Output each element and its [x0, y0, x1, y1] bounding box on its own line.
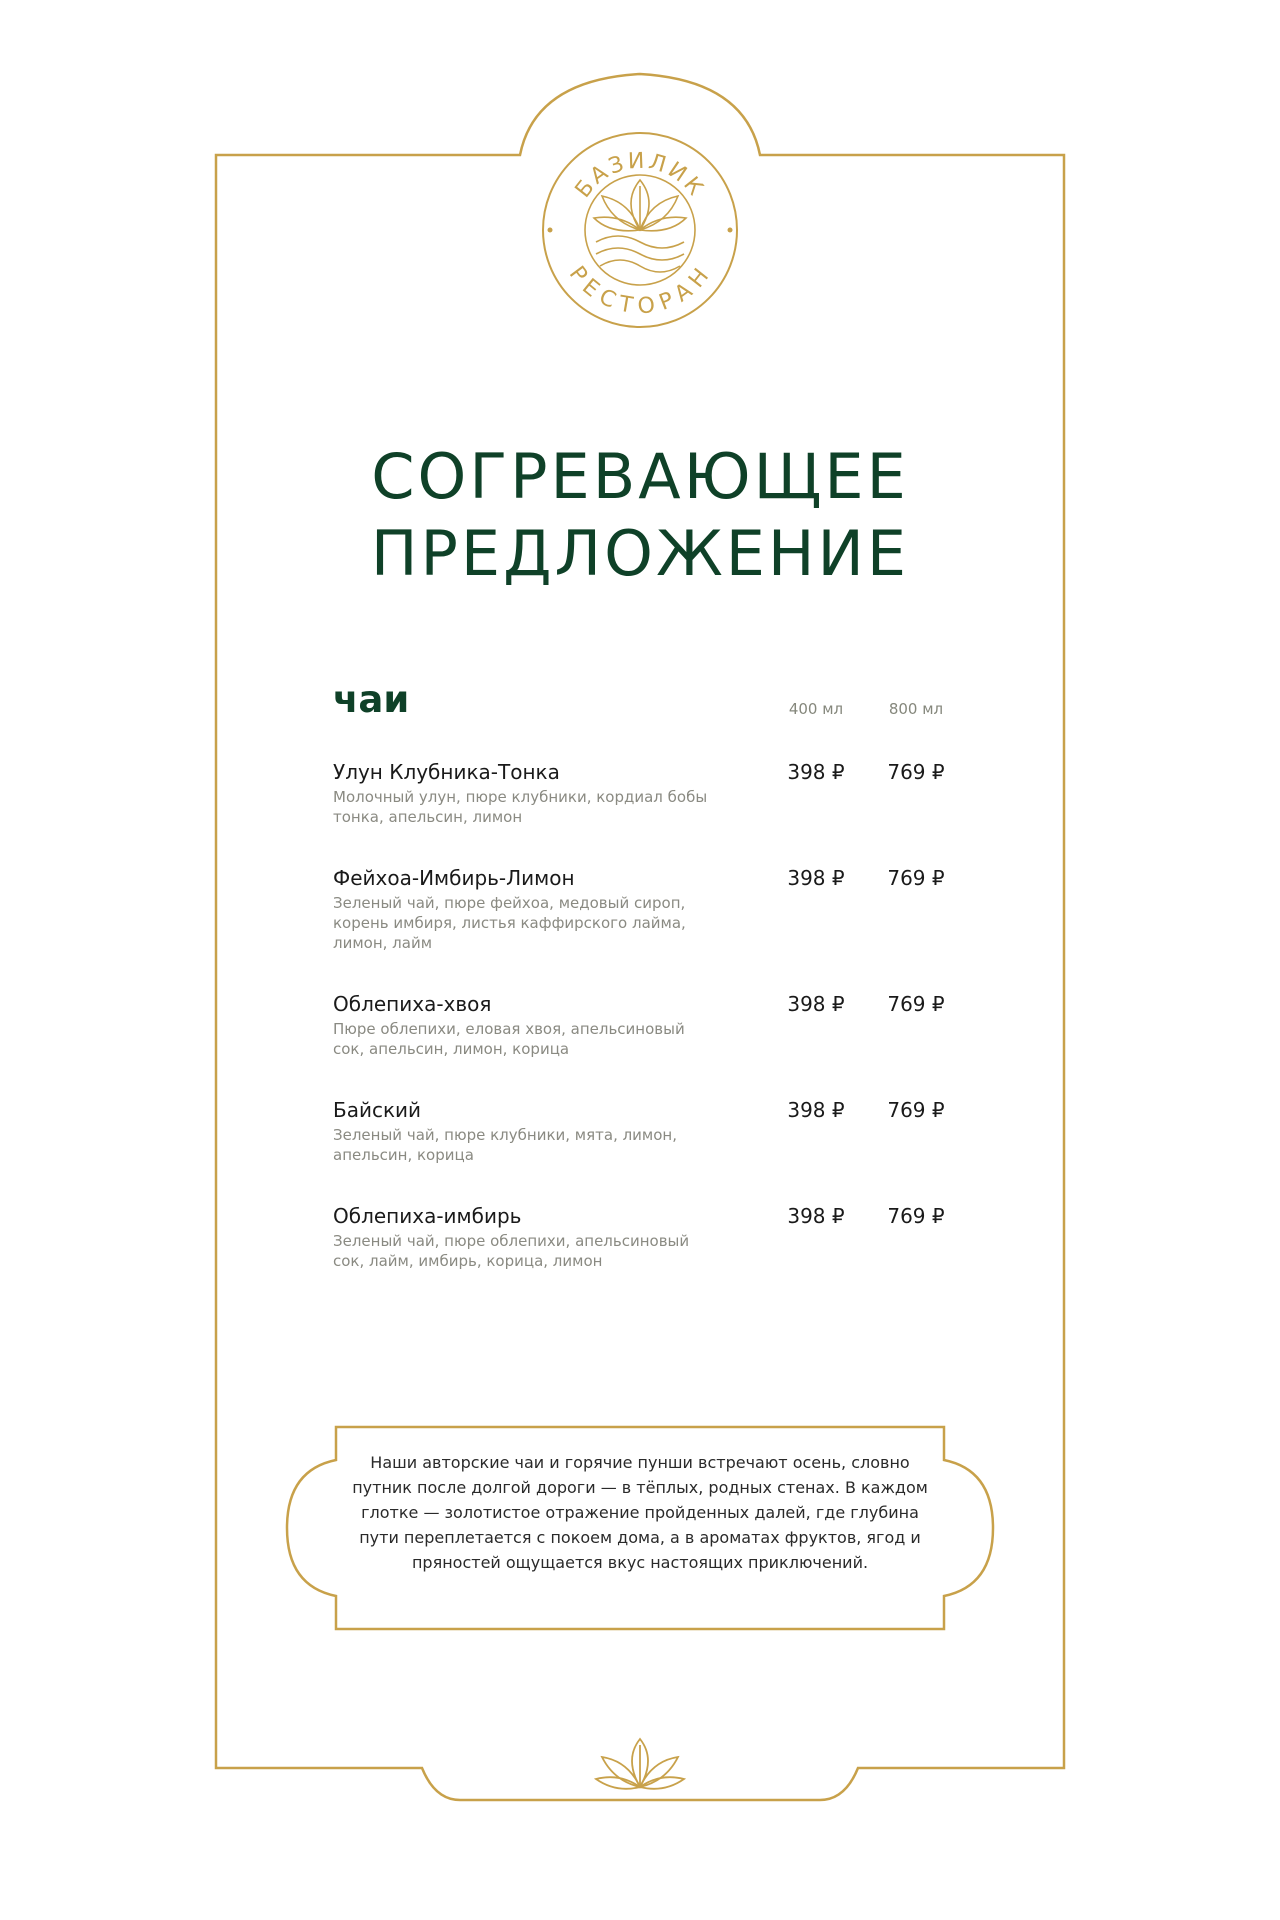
price-400: 398 ₽ — [787, 760, 845, 784]
leaf-icon — [594, 180, 686, 272]
item-description: Зеленый чай, пюре клубники, мята, лимон, апельсин, корица — [333, 1126, 678, 1164]
footer-leaf-icon — [594, 1735, 686, 1797]
price-400: 398 ₽ — [787, 1098, 845, 1122]
logo-name: БАЗИЛИК — [570, 148, 710, 203]
item-description: Зеленый чай, пюре облепихи, апельсиновый сок, лайм, имбирь, корица, лимон — [333, 1232, 690, 1270]
price-800: 769 ₽ — [887, 1204, 945, 1228]
item-description: Молочный улун, пюре клубники, кордиал бобы тонка, апельсин, лимон — [333, 788, 708, 826]
section-title: чаи — [333, 678, 410, 721]
column-header-800: 800 мл — [888, 700, 944, 718]
column-header-400: 400 мл — [788, 700, 844, 718]
price-400: 398 ₽ — [787, 992, 845, 1016]
price-800: 769 ₽ — [887, 1098, 945, 1122]
item-name: Байский — [333, 1098, 422, 1122]
logo-sub: РЕСТОРАН — [563, 261, 717, 320]
promo-note: Наши авторские чаи и горячие пунши встречают осень, словно путник после долгой дороги — в тёплых, родных стенах. В каждом глотке — золотистое отражение пройденных далей, где глубина пути переплетается с покоем дома, а в ароматах фруктов, ягод и пряностей ощущается вкус настоящих приключений. — [352, 1453, 928, 1572]
price-800: 769 ₽ — [887, 992, 945, 1016]
item-name: Улун Клубника-Тонка — [333, 760, 560, 784]
item-description: Зеленый чай, пюре фейхоа, медовый сироп, корень имбиря, листья каффирского лайма, лимон, лайм — [333, 894, 686, 952]
menu-item — [333, 989, 973, 1059]
price-800: 769 ₽ — [887, 866, 945, 890]
item-description: Пюре облепихи, еловая хвоя, апельсиновый сок, апельсин, лимон, корица — [333, 1020, 685, 1058]
price-800: 769 ₽ — [887, 760, 945, 784]
price-400: 398 ₽ — [787, 866, 845, 890]
menu-items-list — [333, 757, 973, 1307]
menu-item — [333, 1095, 973, 1165]
price-400: 398 ₽ — [787, 1204, 845, 1228]
item-name: Облепиха-имбирь — [333, 1204, 522, 1228]
menu-item — [333, 757, 973, 827]
item-name: Облепиха-хвоя — [333, 992, 492, 1016]
menu-item — [333, 1201, 973, 1271]
item-name: Фейхоа-Имбирь-Лимон — [333, 866, 575, 890]
menu-item — [333, 863, 973, 953]
restaurant-logo — [540, 130, 740, 330]
title-line-2: ПРЕДЛОЖЕНИЕ — [370, 517, 910, 590]
title-line-1: СОГРЕВАЮЩЕЕ — [371, 440, 909, 513]
page-title — [0, 438, 1280, 592]
